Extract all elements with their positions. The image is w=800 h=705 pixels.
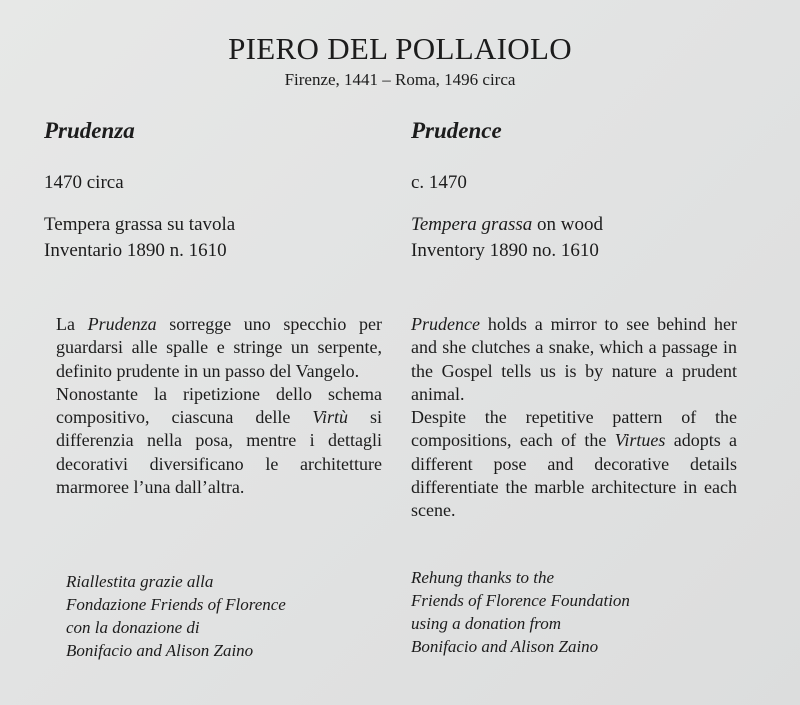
english-inventory: Inventory 1890 no. 1610: [411, 240, 599, 261]
english-title: Prudence: [411, 118, 502, 143]
italian-inventory: Inventario 1890 n. 1610: [44, 240, 227, 261]
english-credit-line: Friends of Florence Foundation: [411, 591, 630, 610]
italian-virtues-ref: Virtù: [312, 407, 349, 428]
italian-paragraph-1: La Prudenza sorregge uno specchio per guardarsi alle spalle e stringe un serpente, definito prudente in un passo del Vangelo.: [56, 314, 383, 381]
italian-credit-line: Riallestita grazie alla: [66, 572, 214, 591]
english-date: c. 1470: [411, 172, 467, 193]
artist-dates: Firenze, 1441 – Roma, 1496 circa: [284, 70, 516, 89]
italian-date: 1470 circa: [44, 172, 124, 193]
english-credit-line: Rehung thanks to the: [411, 568, 555, 587]
english-medium-block: [411, 212, 603, 264]
english-medium: Tempera grassa on wood: [411, 214, 603, 235]
italian-description: [56, 313, 382, 499]
italian-credit-line: con la donazione di: [66, 618, 200, 637]
italian-medium: Tempera grassa su tavola: [44, 214, 236, 235]
italian-credit-line: Fondazione Friends of Florence: [66, 595, 286, 614]
english-credit-line: using a donation from: [411, 614, 562, 633]
label-header: [0, 30, 800, 90]
english-description: [411, 313, 737, 523]
italian-credit: [66, 570, 286, 662]
english-credit: [411, 566, 630, 658]
italian-paragraph-2: Nonostante la ripetizione dello schema compositivo, ciascuna delle Virtù si differenzia nella posa, mentre i dettagli decorativi diversificano le architetture marmoree l’una dall’altra.: [56, 383, 382, 498]
italian-medium-block: [44, 212, 235, 264]
artist-name: PIERO DEL POLLAIOLO: [228, 31, 572, 66]
english-paragraph-2: Despite the repetitive pattern of the compositions, each of the Virtues adopts a different pose and decorative details differentiate the marble architecture in each scene.: [411, 407, 737, 521]
english-credit-line: Bonifacio and Alison Zaino: [411, 637, 599, 656]
english-paragraph-1: Prudence holds a mirror to see behind her and she clutches a snake, which a passage in the Gospel tells us is by nature a prudent animal.: [411, 314, 737, 404]
italian-title: Prudenza: [44, 118, 135, 143]
italian-artwork-ref: Prudenza: [87, 314, 157, 334]
italian-credit-line: Bonifacio and Alison Zaino: [66, 641, 254, 660]
english-artwork-ref: Prudence: [411, 314, 480, 334]
english-virtues-ref: Virtues: [614, 430, 666, 451]
